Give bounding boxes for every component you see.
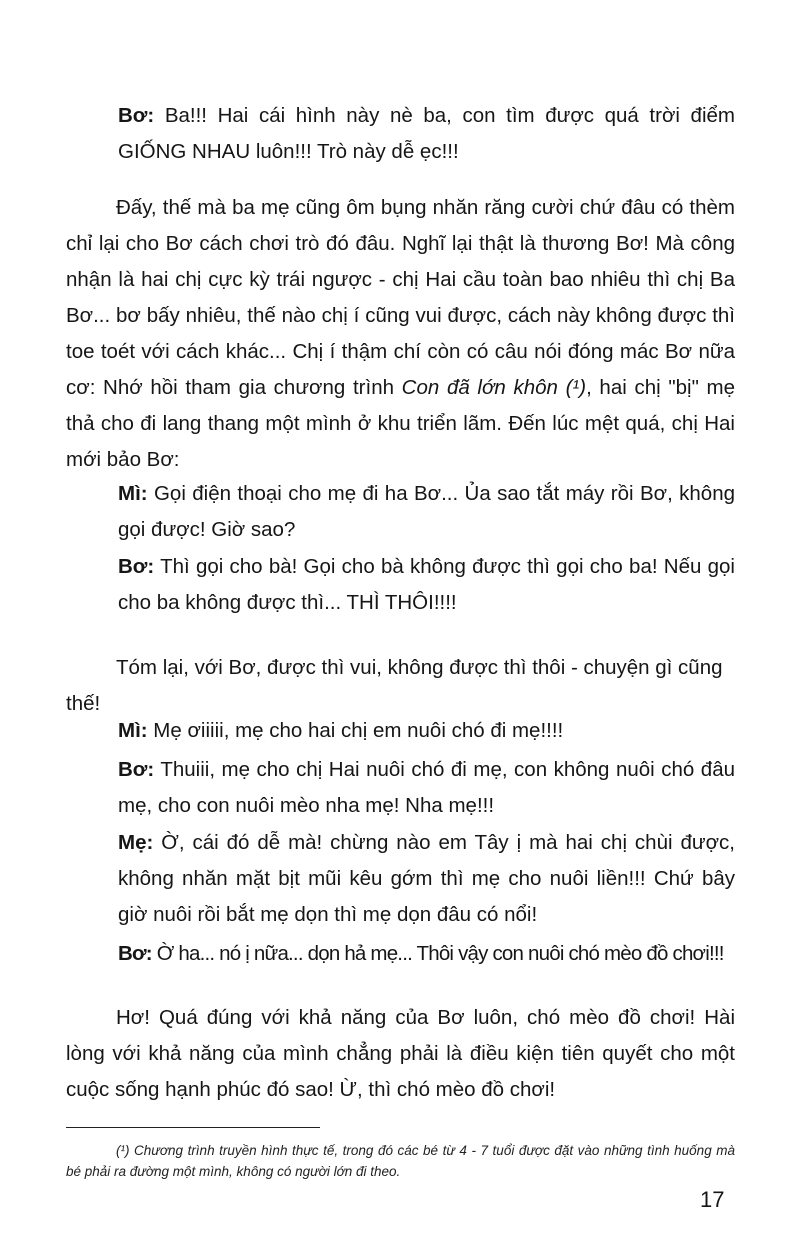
paragraph-text: , hai chị "bị" mẹ thả cho đi lang thang một mình ở khu triển lãm. Đến lúc mệt quá, chị Hai mới bảo Bơ: (66, 376, 735, 471)
speaker-label: Bơ: (118, 758, 155, 781)
speaker-label: Bơ: (118, 555, 155, 578)
paragraph-text: Đấy, thế mà ba mẹ cũng ôm bụng nhăn răng cười chứ đâu có thèm chỉ lại cho Bơ cách chơi trò đó đâu. Nghĩ lại thật là thương Bơ! Mà công nhận là hai chị cực kỳ trái ngược - chị Hai cầu toàn bao nhiêu thì chị Ba Bơ... bơ bấy nhiêu, thế nào chị í cũng vui được, cách này không được thì toe toét với cách khác... Chị í thậm chí còn có câu nói đóng mác Bơ nữa cơ: Nhớ hồi tham gia chương trình (66, 196, 735, 399)
dialogue-text: Gọi điện thoại cho mẹ đi ha Bơ... Ủa sao tắt máy rồi Bơ, không gọi được! Giờ sao? (118, 482, 735, 541)
footnote (66, 1140, 735, 1182)
speaker-label: Bơ: (118, 942, 152, 965)
speaker-label: Mì: (118, 482, 148, 505)
footnote-text: Chương trình truyền hình thực tế, trong đó các bé từ 4 - 7 tuổi được đặt vào những tình huống mà bé phải ra đường một mình, không có người lớn đi theo. (66, 1143, 735, 1179)
dialogue-text: Thì gọi cho bà! Gọi cho bà không được thì gọi cho ba! Nếu gọi cho ba không được thì... THÌ THÔI!!!! (118, 555, 735, 614)
dialogue-line-mi-2 (118, 713, 735, 749)
dialogue-text: Ờ ha... nó ị nữa... dọn hả mẹ... Thôi vậy con nuôi chó mèo đồ chơi!!! (151, 942, 724, 965)
footnote-divider (66, 1127, 320, 1128)
dialogue-line-bo-2 (118, 549, 735, 621)
dialogue-line-bo-3 (118, 752, 735, 824)
dialogue-text: Thuiii, mẹ cho chị Hai nuôi chó đi mẹ, con không nuôi chó đâu mẹ, cho con nuôi mèo nha mẹ! Nha mẹ!!! (118, 758, 735, 817)
speaker-label: Bơ: (118, 104, 155, 127)
program-title: Con đã lớn khôn (¹) (401, 376, 587, 399)
page-number: 17 (700, 1187, 725, 1212)
dialogue-line-me (118, 825, 735, 933)
speaker-label: Mì: (118, 719, 148, 742)
footnote-marker: (¹) (116, 1143, 130, 1158)
dialogue-line-bo-4 (118, 936, 735, 972)
paragraph-3: Hơ! Quá đúng với khả năng của Bơ luôn, chó mèo đồ chơi! Hài lòng với khả năng của mình chẳng phải là điều kiện tiên quyết cho một cuộc sống hạnh phúc đó sao! Ừ, thì chó mèo đồ chơi! (66, 1006, 735, 1101)
dialogue-text: Mẹ ơiiiii, mẹ cho hai chị em nuôi chó đi mẹ!!!! (147, 719, 564, 742)
paragraph-2: Tóm lại, với Bơ, được thì vui, không được thì thôi - chuyện gì cũng thế! (66, 656, 723, 715)
paragraph-1 (66, 190, 735, 478)
speaker-label: Mẹ: (118, 831, 154, 854)
dialogue-line-bo-1 (118, 98, 735, 170)
dialogue-text: Ờ, cái đó dễ mà! chừng nào em Tây ị mà hai chị chùi được, không nhăn mặt bịt mũi kêu gớm thì mẹ cho nuôi liền!!! Chứ bây giờ nuôi rồi bắt mẹ dọn thì mẹ dọn đâu có nổi! (118, 831, 735, 926)
dialogue-line-mi-1 (118, 476, 735, 548)
dialogue-text: Ba!!! Hai cái hình này nè ba, con tìm được quá trời điểm GIỐNG NHAU luôn!!! Trò này dễ ẹc!!! (118, 104, 735, 163)
